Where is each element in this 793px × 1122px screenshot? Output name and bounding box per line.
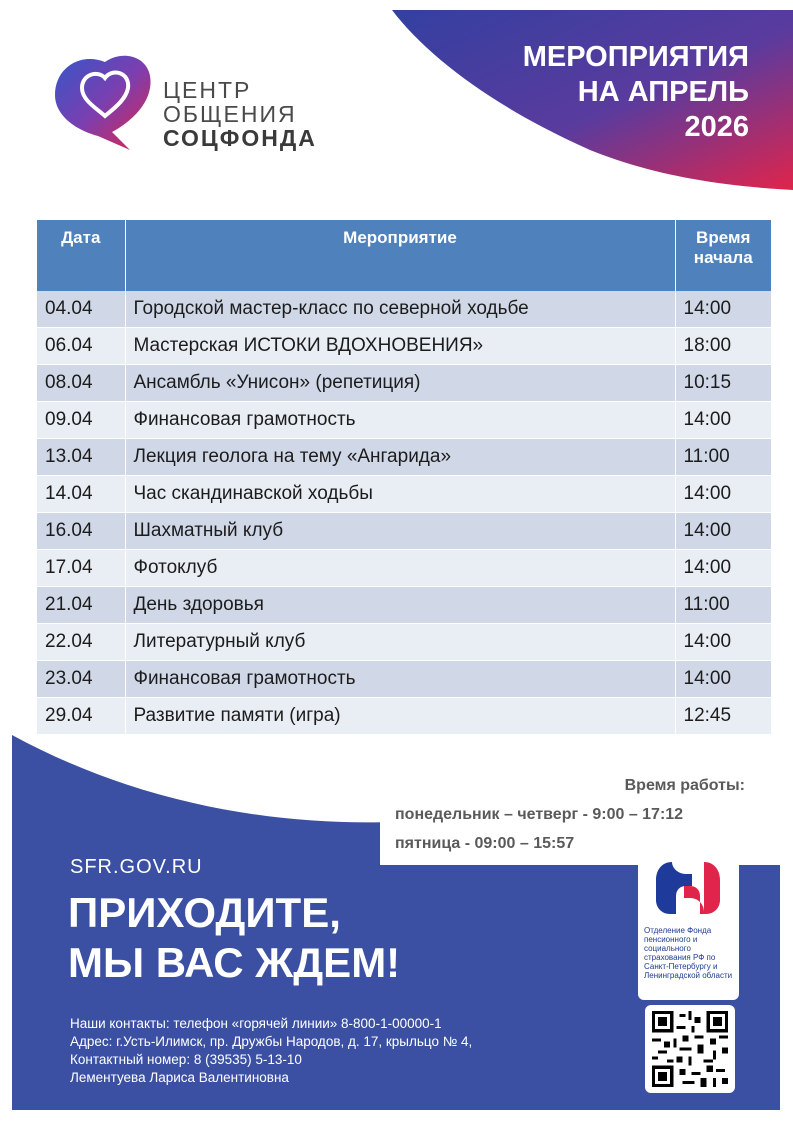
cell-time: 14:00 bbox=[675, 550, 771, 587]
working-hours-friday: пятница - 09:00 – 15:57 bbox=[395, 835, 575, 852]
cell-date: 21.04 bbox=[37, 587, 125, 624]
sfr-logo-card bbox=[638, 850, 739, 1000]
qr-code-card[interactable] bbox=[645, 1005, 735, 1093]
page-title bbox=[429, 40, 749, 145]
cell-date: 14.04 bbox=[37, 476, 125, 513]
cell-time: 14:00 bbox=[675, 291, 771, 328]
cell-time: 14:00 bbox=[675, 513, 771, 550]
cell-event: Ансамбль «Унисон» (репетиция) bbox=[125, 365, 675, 402]
column-header-event: Мероприятие bbox=[125, 220, 675, 291]
cell-event: День здоровья bbox=[125, 587, 675, 624]
cell-event: Финансовая грамотность bbox=[125, 402, 675, 439]
table-row bbox=[37, 439, 771, 476]
logo-line-2: ОБЩЕНИЯ bbox=[163, 101, 297, 127]
cell-date: 29.04 bbox=[37, 698, 125, 735]
cell-date: 04.04 bbox=[37, 291, 125, 328]
table-row bbox=[37, 661, 771, 698]
table-row bbox=[37, 513, 771, 550]
cell-event: Фотоклуб bbox=[125, 550, 675, 587]
cell-time: 14:00 bbox=[675, 661, 771, 698]
logo-line-1: ЦЕНТР bbox=[163, 77, 252, 103]
working-hours bbox=[395, 777, 745, 853]
cell-event: Шахматный клуб bbox=[125, 513, 675, 550]
title-line-3: 2026 bbox=[684, 111, 749, 143]
cell-date: 08.04 bbox=[37, 365, 125, 402]
cell-date: 16.04 bbox=[37, 513, 125, 550]
cell-date: 22.04 bbox=[37, 624, 125, 661]
cell-time: 14:00 bbox=[675, 402, 771, 439]
cell-event: Лекция геолога на тему «Ангарида» bbox=[125, 439, 675, 476]
logo-line-3: СОЦФОНДА bbox=[163, 125, 317, 151]
table-row bbox=[37, 328, 771, 365]
slogan-line-1: ПРИХОДИТЕ, bbox=[68, 889, 341, 936]
cell-time: 18:00 bbox=[675, 328, 771, 365]
table-header-row bbox=[37, 220, 771, 291]
cell-date: 23.04 bbox=[37, 661, 125, 698]
cell-event: Развитие памяти (игра) bbox=[125, 698, 675, 735]
contacts-block bbox=[70, 1015, 472, 1087]
title-line-2: НА АПРЕЛЬ bbox=[577, 76, 749, 108]
cell-date: 13.04 bbox=[37, 439, 125, 476]
cell-event: Мастерская ИСТОКИ ВДОХНОВЕНИЯ» bbox=[125, 328, 675, 365]
cell-time: 14:00 bbox=[675, 624, 771, 661]
table-row bbox=[37, 402, 771, 439]
column-header-time: Время начала bbox=[675, 220, 771, 291]
cell-event: Литературный клуб bbox=[125, 624, 675, 661]
contact-hotline: Наши контакты: телефон «горячей линии» 8-800-1-00000-1 bbox=[70, 1016, 442, 1031]
table-row bbox=[37, 624, 771, 661]
working-hours-title: Время работы: bbox=[624, 777, 745, 794]
cell-date: 09.04 bbox=[37, 402, 125, 439]
cell-time: 10:15 bbox=[675, 365, 771, 402]
logo-wordmark bbox=[163, 78, 317, 150]
cell-time: 12:45 bbox=[675, 698, 771, 735]
events-table bbox=[37, 220, 771, 735]
cell-time: 11:00 bbox=[675, 587, 771, 624]
website-link[interactable]: SFR.GOV.RU bbox=[70, 856, 203, 878]
cell-event: Городской мастер-класс по северной ходьбе bbox=[125, 291, 675, 328]
column-header-date: Дата bbox=[37, 220, 125, 291]
slogan bbox=[68, 888, 400, 988]
contact-person: Лементуева Лариса Валентиновна bbox=[70, 1070, 289, 1085]
table-row bbox=[37, 587, 771, 624]
sfr-logo-icon bbox=[648, 856, 728, 920]
cell-time: 14:00 bbox=[675, 476, 771, 513]
cell-time: 11:00 bbox=[675, 439, 771, 476]
cell-date: 17.04 bbox=[37, 550, 125, 587]
slogan-line-2: МЫ ВАС ЖДЕМ! bbox=[68, 939, 401, 986]
cell-date: 06.04 bbox=[37, 328, 125, 365]
sfr-branch-name: Отделение Фонда пенсионного и социального страхования РФ по Санкт-Петербургу и Ленинградской области bbox=[644, 926, 733, 980]
qr-code-icon[interactable] bbox=[652, 1011, 728, 1087]
title-line-1: МЕРОПРИЯТИЯ bbox=[522, 41, 749, 73]
cell-event: Час скандинавской ходьбы bbox=[125, 476, 675, 513]
working-hours-weekdays: понедельник – четверг - 9:00 – 17:12 bbox=[395, 806, 684, 823]
contact-address: Адрес: г.Усть-Илимск, пр. Дружбы Народов, д. 17, крыльцо № 4, bbox=[70, 1034, 473, 1049]
cell-event: Финансовая грамотность bbox=[125, 661, 675, 698]
table-row bbox=[37, 476, 771, 513]
contact-phone: Контактный номер: 8 (39535) 5-13-10 bbox=[70, 1052, 302, 1067]
table-row bbox=[37, 550, 771, 587]
table-row bbox=[37, 291, 771, 328]
table-row bbox=[37, 365, 771, 402]
